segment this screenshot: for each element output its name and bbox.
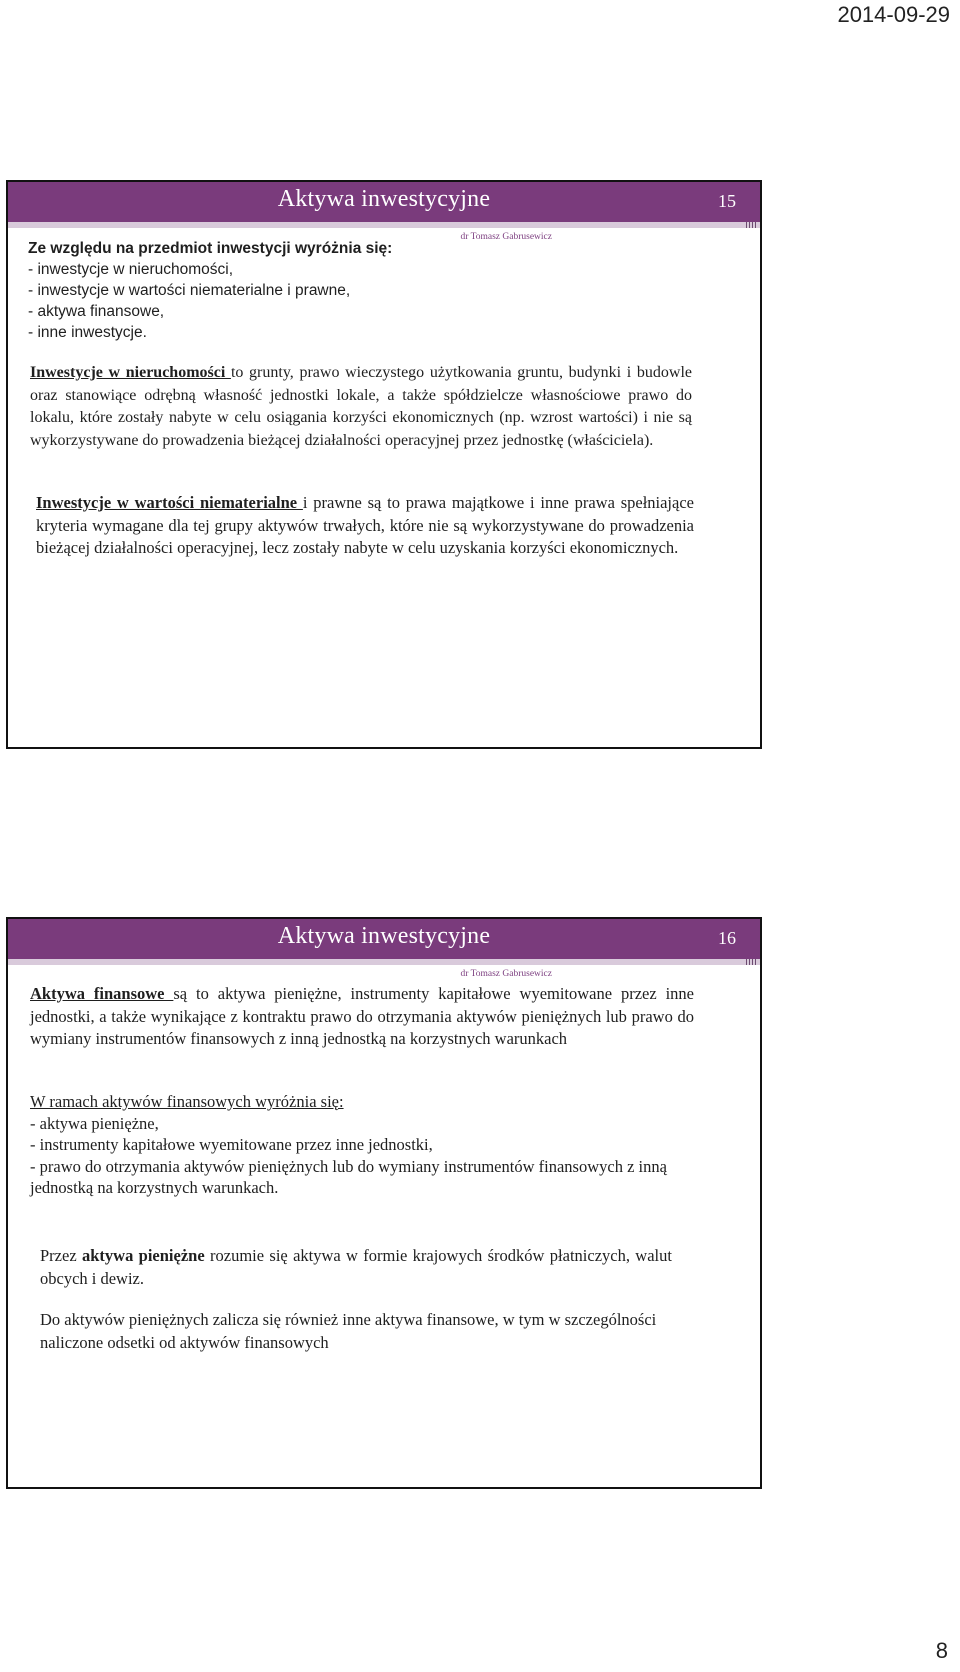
slide-title-bar bbox=[8, 919, 760, 959]
list-item: - inwestycje w nieruchomości, bbox=[28, 261, 234, 278]
term-intangibles: Inwestycje w wartości niematerialne bbox=[36, 493, 303, 512]
slide-15 bbox=[6, 180, 762, 749]
list-item: - prawo do otrzymania aktywów pieniężnych lub do wymiany instrumentów finansowych z inną jednostką na korzystnych warunkach. bbox=[30, 1156, 667, 1197]
list-item: - instrumenty kapitałowe wyemitowane przez inne jednostki, bbox=[30, 1135, 433, 1154]
financial-assets-list bbox=[30, 1091, 670, 1199]
slide-title: Aktywa inwestycyjne bbox=[277, 923, 491, 949]
page-number: 8 bbox=[935, 1638, 948, 1663]
term-real-estate: Inwestycje w nieruchomości bbox=[30, 364, 231, 381]
author-credit: dr Tomasz Gabrusewicz bbox=[460, 969, 552, 979]
definition-text: są to aktywa pieniężne, instrumenty kapitałowe wyemitowane przez inne jednostki, a także wynikające z kontraktu prawo do otrzymania aktywów pieniężnych lub prawo do wymiany instrumentów finansowych z inną jednostką na korzystnych warunkach bbox=[30, 984, 694, 1048]
list-item: - inwestycje w wartości niematerialne i prawne, bbox=[28, 282, 351, 299]
paragraph-interest bbox=[40, 1309, 680, 1354]
interest-text: Do aktywów pieniężnych zalicza się również inne aktywa finansowe, w tym w szczególności naliczone odsetki od aktywów finansowych bbox=[40, 1310, 657, 1352]
term-financial-assets: Aktywa finansowe bbox=[30, 984, 174, 1003]
definition-text: i prawne są to prawa majątkowe i inne prawa spełniające kryteria wymagane dla tej grupy aktywów trwałych, które nie są wykorzystywane do prowadzenia bieżącej działalności operacyjnej, lecz zostały nabyte w celu uzyskania korzyści ekonomicznych. bbox=[36, 493, 694, 557]
title-accent-bar bbox=[8, 959, 760, 965]
intro-list bbox=[28, 238, 508, 343]
paragraph-financial-assets bbox=[30, 983, 694, 1051]
title-accent-bar bbox=[8, 222, 760, 228]
list-item: - inne inwestycje. bbox=[28, 324, 147, 341]
definition-text: rozumie się aktywa w formie krajowych środków płatniczych, walut obcych i dewiz. bbox=[40, 1246, 672, 1288]
list-item: - aktywa finansowe, bbox=[28, 303, 165, 320]
slide-title-bar bbox=[8, 182, 760, 222]
list-heading: W ramach aktywów finansowych wyróżnia się: bbox=[30, 1092, 344, 1111]
lead-text: Przez bbox=[40, 1246, 82, 1265]
accent-ticks bbox=[746, 222, 758, 228]
slide-number: 15 bbox=[718, 191, 736, 211]
term-monetary-assets: aktywa pieniężne bbox=[81, 1246, 205, 1265]
page-date: 2014-09-29 bbox=[837, 2, 950, 27]
slide-number: 16 bbox=[718, 928, 736, 948]
list-item: - aktywa pieniężne, bbox=[30, 1113, 159, 1133]
author-credit: dr Tomasz Gabrusewicz bbox=[460, 232, 552, 242]
slide-16 bbox=[6, 917, 762, 1489]
paragraph-real-estate bbox=[30, 362, 692, 452]
paragraph-intangibles bbox=[36, 492, 694, 560]
paragraph-monetary-assets bbox=[40, 1245, 672, 1290]
definition-text: to grunty, prawo wieczystego użytkowania gruntu, budynki i budowle oraz stanowiące odrębną własność jednostki lokale, a także spółdzielcze własnościowe prawo do lokalu, które zostały nabyte w celu osiągania korzyści ekonomicznych (np. wzrost wartości) i nie są wykorzystywane do prowadzenia bieżącej działalności operacyjnej przez jednostkę (właściciela). bbox=[30, 364, 692, 449]
accent-ticks bbox=[746, 959, 758, 965]
slide-title: Aktywa inwestycyjne bbox=[277, 186, 491, 212]
intro-heading: Ze względu na przedmiot inwestycji wyróżnia się: bbox=[28, 240, 393, 257]
